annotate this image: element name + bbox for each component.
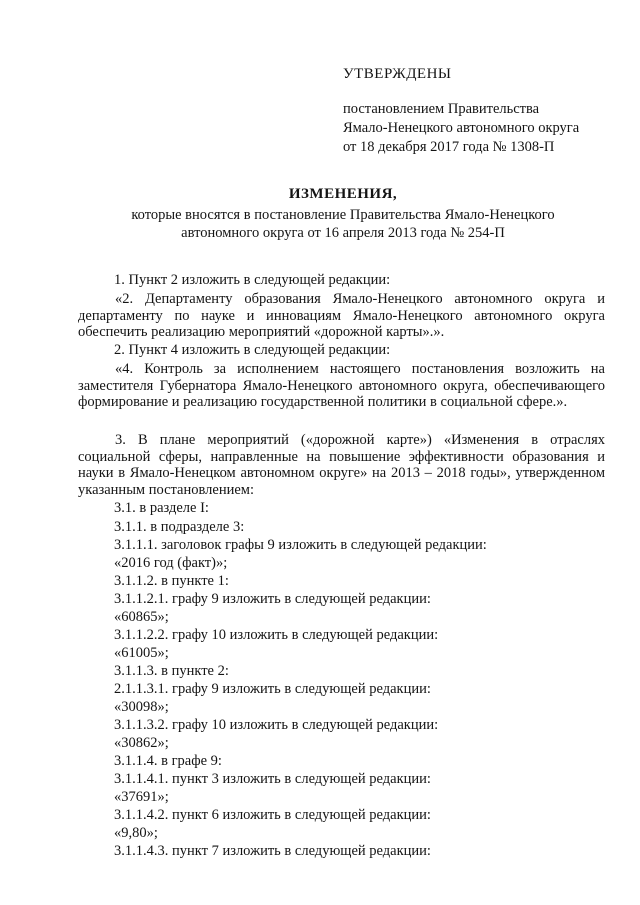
approval-line-1: постановлением Правительства [343, 101, 540, 117]
sub-item: 3.1.1.2. в пункте 1: [114, 573, 229, 589]
sub-item: 3.1.1.4.1. пункт 3 изложить в следующей редакции: [114, 771, 431, 787]
item-2: 2. Пункт 4 изложить в следующей редакции: [114, 342, 391, 358]
approval-title: УТВЕРЖДЕНЫ [343, 66, 452, 82]
sub-item: 3.1.1.2.2. графу 10 изложить в следующей редакции: [114, 627, 439, 643]
changes-subtitle-1: которые вносятся в постановление Правительства Ямало-Ненецкого [131, 207, 555, 223]
sub-item: 3.1.1.4. в графе 9: [114, 753, 222, 769]
quoted-value: «30862»; [114, 735, 169, 751]
sub-item: 3.1.1.4.3. пункт 7 изложить в следующей редакции: [114, 843, 431, 859]
quoted-value: «37691»; [114, 789, 169, 805]
quoted-value: «61005»; [114, 645, 169, 661]
approval-line-2: Ямало-Ненецкого автономного округа [343, 120, 580, 136]
item-2-text: «4. Контроль за исполнением настоящего постановления возложить на заместителя Губернатора Ямало-Ненецкого автономного округа, обеспечивающего формирование и реализацию государственной политики в социальной сфере.». [78, 361, 605, 410]
sub-item: 3.1.1.1. заголовок графы 9 изложить в следующей редакции: [114, 537, 487, 553]
changes-subtitle-2: автономного округа от 16 апреля 2013 года № 254-П [181, 225, 505, 241]
sub-item: 3.1. в разделе I: [114, 500, 209, 516]
quoted-value: «30098»; [114, 699, 169, 715]
sub-item: 3.1.1.3.2. графу 10 изложить в следующей редакции: [114, 717, 439, 733]
sub-item: 3.1.1.3. в пункте 2: [114, 663, 229, 679]
sub-item: 3.1.1.2.1. графу 9 изложить в следующей редакции: [114, 591, 431, 607]
quoted-value: «60865»; [114, 609, 169, 625]
item-1: 1. Пункт 2 изложить в следующей редакции: [114, 272, 391, 288]
quoted-value: «2016 год (факт)»; [114, 555, 228, 571]
item-3: 3. В плане мероприятий («дорожной карте») «Изменения в отраслях социальной сферы, направленные на повышение эффективности образования и науки в Ямало-Ненецком автономном округе» на 2013 – 2018 годы», утвержденном указанным постановлением: [78, 432, 605, 498]
sub-item: 2.1.1.3.1. графу 9 изложить в следующей редакции: [114, 681, 431, 697]
sub-item: 3.1.1.4.2. пункт 6 изложить в следующей редакции: [114, 807, 431, 823]
item-1-text: «2. Департаменту образования Ямало-Ненецкого автономного округа и департаменту по науке и инновациям Ямало-Ненецкого автономного округа обеспечить реализацию мероприятий «дорожной карты».». [78, 291, 605, 340]
quoted-value: «9,80»; [114, 825, 158, 841]
changes-title: ИЗМЕНЕНИЯ, [288, 186, 398, 202]
approval-line-3: от 18 декабря 2017 года № 1308-П [343, 139, 555, 155]
sub-item: 3.1.1. в подразделе 3: [114, 519, 245, 535]
